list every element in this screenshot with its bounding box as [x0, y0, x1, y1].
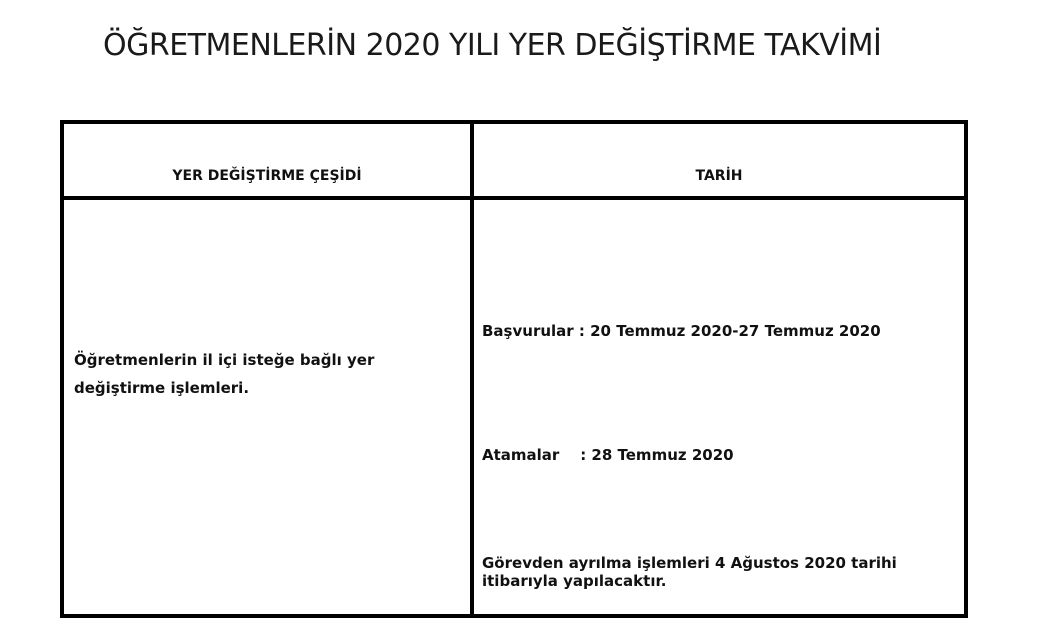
leave-procedure-note: Görevden ayrılma işlemleri 4 Ağustos 2020 tarihi itibarıyla yapılacaktır.	[482, 554, 897, 590]
header-date: TARİH	[695, 168, 743, 184]
applications-date: Başvurular : 20 Temmuz 2020-27 Temmuz 2020	[482, 322, 881, 340]
appointments-date: Atamalar : 28 Temmuz 2020	[482, 446, 734, 464]
header-divider	[64, 196, 964, 200]
calendar-table	[60, 120, 968, 618]
page-title: ÖĞRETMENLERİN 2020 YILI YER DEĞİŞTİRME TAKVİMİ	[103, 28, 882, 63]
transfer-type-cell: Öğretmenlerin il içi isteğe bağlı yer değiştirme işlemleri.	[74, 351, 375, 397]
header-transfer-type: YER DEĞİŞTİRME ÇEŞİDİ	[172, 168, 362, 184]
